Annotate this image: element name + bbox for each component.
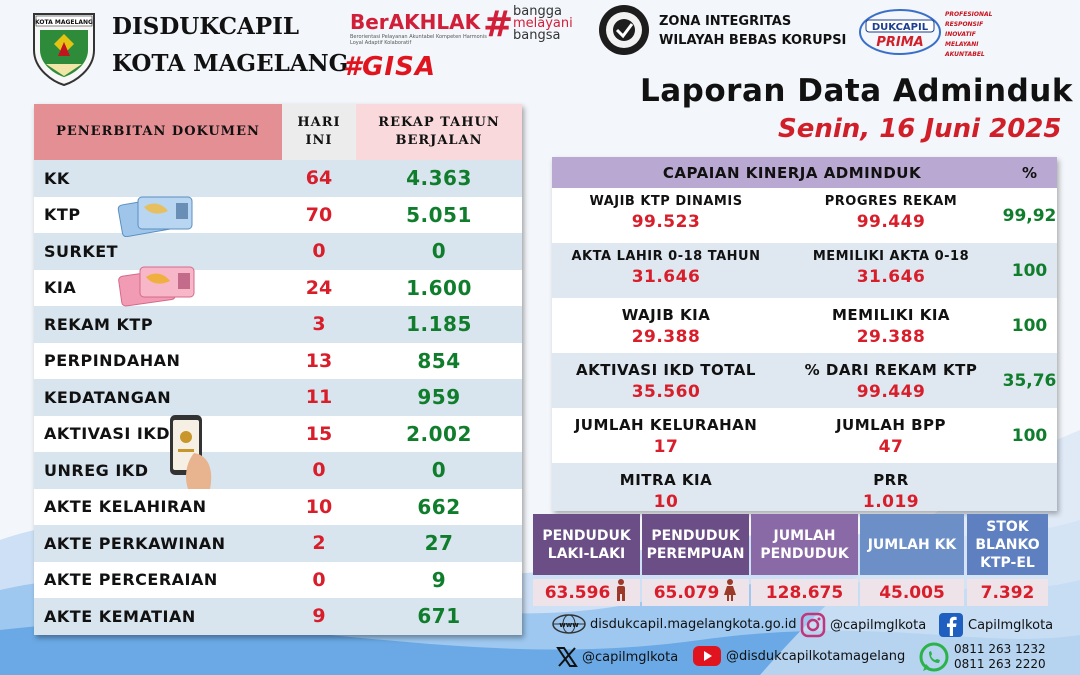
metric-label: JUMLAH KELURAHAN — [574, 416, 758, 434]
metric-value: 31.646 — [856, 267, 926, 287]
metric-percent: 100 — [1011, 260, 1048, 281]
performance-row — [552, 243, 1057, 298]
cell-today: 15 — [282, 416, 356, 453]
cell-today: 10 — [282, 489, 356, 526]
instagram-text: @capilmglkota — [830, 617, 927, 633]
cell-today: 13 — [282, 343, 356, 380]
metric-value: 35.560 — [631, 382, 701, 402]
svg-text:www: www — [559, 621, 579, 629]
metric-label: MITRA KIA — [619, 471, 713, 489]
table-row — [34, 452, 522, 489]
metric-value: 99.449 — [856, 212, 926, 232]
cell-total: 27 — [356, 525, 522, 562]
cell-name: AKTE PERCERAIAN — [34, 562, 282, 599]
population-value — [860, 579, 964, 606]
table-row — [34, 343, 522, 380]
table-row — [34, 379, 522, 416]
facebook-icon — [938, 612, 964, 638]
metric-label: % DARI REKAM KTP — [804, 361, 978, 379]
population-number: 7.392 — [980, 582, 1035, 603]
table-row — [34, 416, 522, 453]
gisa-logo: #GISA — [343, 52, 436, 82]
population-number: 63.596 — [544, 582, 611, 603]
cell-today: 11 — [282, 379, 356, 416]
globe-icon — [552, 614, 586, 634]
table-row — [34, 525, 522, 562]
integrity-zone-emblem-icon — [597, 3, 651, 57]
metric-value: 17 — [653, 437, 679, 457]
performance-title: CAPAIAN KINERJA ADMINDUK — [662, 163, 922, 182]
performance-metric — [780, 353, 1002, 408]
whatsapp-number-2: 0811 263 2220 — [954, 657, 1046, 671]
population-value — [642, 579, 749, 606]
berakhlak-subtitle: Berorientasi Pelayanan Akuntabel Kompeten Harmonis Loyal Adaptif Kolaboratif — [350, 34, 487, 46]
performance-metric — [780, 298, 1002, 353]
metric-label: PROGRES REKAM — [824, 194, 958, 209]
table-row — [34, 197, 522, 234]
report-date: Senin, 16 Juni 2025 — [778, 114, 1062, 144]
performance-metric — [552, 243, 780, 298]
performance-metric — [552, 298, 780, 353]
metric-value: 29.388 — [856, 327, 926, 347]
performance-metric — [780, 243, 1002, 298]
x-twitter-icon — [556, 646, 578, 668]
cell-name: REKAM KTP — [34, 306, 282, 343]
cell-total: 0 — [356, 233, 522, 270]
city-emblem-logo — [30, 6, 98, 86]
metric-label: PRR — [873, 471, 909, 489]
report-title: Laporan Data Adminduk — [640, 73, 1073, 109]
population-summary — [533, 514, 1048, 606]
cell-total: 959 — [356, 379, 522, 416]
performance-metric — [552, 188, 780, 243]
metric-label: MEMILIKI AKTA 0-18 — [812, 249, 970, 264]
metric-label: AKTIVASI IKD TOTAL — [576, 361, 756, 379]
metric-percent — [1002, 463, 1057, 511]
cell-name: KTP — [34, 197, 282, 234]
performance-panel — [552, 157, 1057, 511]
cell-today: 64 — [282, 160, 356, 197]
performance-metric — [552, 408, 780, 463]
facebook-text: Capilmglkota — [968, 617, 1054, 633]
metric-value: 10 — [653, 492, 679, 512]
whatsapp-icon — [918, 642, 950, 674]
column-header-document: PENERBITAN DOKUMEN — [34, 104, 282, 160]
cell-today: 0 — [282, 562, 356, 599]
population-header: JUMLAH KK — [860, 514, 964, 575]
integrity-zone-text: ZONA INTEGRITAS WILAYAH BEBAS KORUPSI — [659, 14, 847, 48]
metric-label: WAJIB KTP DINAMIS — [589, 194, 743, 209]
performance-metric — [780, 188, 1002, 243]
logo-caption: KOTA MAGELANG — [35, 19, 93, 26]
whatsapp-number-1: 0811 263 1232 — [954, 642, 1046, 656]
metric-value: 31.646 — [631, 267, 701, 287]
document-issuance-table — [34, 104, 522, 635]
column-header-year-total: REKAP TAHUN BERJALAN — [356, 104, 522, 160]
performance-row — [552, 353, 1057, 408]
metric-label: WAJIB KIA — [621, 306, 711, 324]
dukcapil-prima-logo — [858, 8, 942, 56]
table-row — [34, 270, 522, 307]
cell-total: 1.185 — [356, 306, 522, 343]
population-value — [751, 579, 858, 606]
cell-today: 3 — [282, 306, 356, 343]
org-title — [112, 8, 348, 82]
metric-value: 47 — [878, 437, 904, 457]
twitter-contact[interactable] — [556, 646, 678, 668]
cell-name: AKTE KELAHIRAN — [34, 489, 282, 526]
performance-row — [552, 463, 1057, 511]
kia-card-icon — [118, 263, 196, 307]
performance-row — [552, 298, 1057, 353]
metric-percent: 35,76 — [1002, 370, 1057, 391]
cell-total: 854 — [356, 343, 522, 380]
population-number: 45.005 — [879, 582, 945, 603]
cell-name: KIA — [34, 270, 282, 307]
column-header-today: HARI INI — [282, 104, 356, 160]
metric-percent: 99,92 — [1002, 205, 1057, 226]
population-value — [533, 579, 640, 606]
cell-name: KK — [34, 160, 282, 197]
population-header: STOK BLANKO KTP-EL — [967, 514, 1048, 575]
performance-header — [552, 157, 1057, 188]
female-person-icon — [723, 579, 737, 606]
cell-today: 0 — [282, 452, 356, 489]
percent-header: % — [1021, 163, 1038, 182]
table-row — [34, 489, 522, 526]
cell-total: 4.363 — [356, 160, 522, 197]
population-value — [967, 579, 1048, 606]
bangga-melayani-bangsa: bangga melayani bangsa — [513, 4, 573, 43]
prima-brand-text: DUKCAPIL — [871, 22, 929, 33]
performance-metric — [552, 353, 780, 408]
berakhlak-text: BerAKHLAK — [350, 10, 481, 34]
table-row — [34, 562, 522, 599]
table-row — [34, 306, 522, 343]
cell-total: 662 — [356, 489, 522, 526]
instagram-icon — [800, 612, 826, 638]
metric-value: 99.449 — [856, 382, 926, 402]
cell-total: 1.600 — [356, 270, 522, 307]
cell-total: 5.051 — [356, 197, 522, 234]
youtube-text: @disdukcapilkotamagelang — [726, 648, 906, 664]
twitter-text: @capilmglkota — [582, 649, 679, 665]
metric-value: 29.388 — [631, 327, 701, 347]
population-number: 128.675 — [765, 582, 844, 603]
whatsapp-contact[interactable] — [918, 642, 1046, 674]
performance-metric — [780, 463, 1002, 511]
berakhlak-logo — [350, 10, 490, 46]
youtube-contact[interactable] — [692, 644, 905, 668]
cell-name: SURKET — [34, 233, 282, 270]
metric-label: MEMILIKI KIA — [831, 306, 951, 324]
metric-percent: 100 — [1011, 425, 1048, 446]
metric-percent: 100 — [1011, 315, 1048, 336]
cell-today: 9 — [282, 598, 356, 635]
youtube-icon — [692, 644, 722, 668]
cell-name: AKTIVASI IKD — [34, 416, 282, 453]
cell-name: AKTE KEMATIAN — [34, 598, 282, 635]
population-header: PENDUDUK LAKI-LAKI — [533, 514, 640, 575]
population-header: JUMLAH PENDUDUK — [751, 514, 858, 575]
metric-label: AKTA LAHIR 0-18 TAHUN — [571, 249, 761, 264]
website-contact[interactable] — [552, 614, 797, 634]
performance-row — [552, 188, 1057, 243]
prima-word: PRIMA — [876, 35, 924, 50]
cell-today: 0 — [282, 233, 356, 270]
org-title-line2: KOTA MAGELANG — [112, 50, 349, 77]
hashtag-icon: # — [483, 4, 514, 45]
cell-name: UNREG IKD — [34, 452, 282, 489]
performance-metric — [780, 408, 1002, 463]
cell-today: 70 — [282, 197, 356, 234]
cell-total: 671 — [356, 598, 522, 635]
instagram-contact[interactable] — [800, 612, 926, 638]
cell-today: 24 — [282, 270, 356, 307]
cell-total: 0 — [356, 452, 522, 489]
male-person-icon — [614, 579, 628, 606]
ktp-card-icon — [116, 193, 196, 237]
metric-value: 1.019 — [862, 492, 920, 512]
cell-name: KEDATANGAN — [34, 379, 282, 416]
prima-taglines: PROFESIONAL RESPONSIF INOVATIF MELAYANI AKUNTABEL — [945, 11, 993, 58]
population-number: 65.079 — [653, 582, 720, 603]
cell-name: AKTE PERKAWINAN — [34, 525, 282, 562]
population-header: PENDUDUK PEREMPUAN — [642, 514, 749, 575]
org-title-line1: DISDUKCAPIL — [112, 13, 300, 40]
performance-metric — [552, 463, 780, 511]
ikd-phone-icon — [164, 413, 216, 491]
metric-label: JUMLAH BPP — [835, 416, 947, 434]
table-row — [34, 598, 522, 635]
cell-today: 2 — [282, 525, 356, 562]
performance-row — [552, 408, 1057, 463]
table-row — [34, 160, 522, 197]
cell-total: 9 — [356, 562, 522, 599]
table-row — [34, 233, 522, 270]
facebook-contact[interactable] — [938, 612, 1053, 638]
cell-name: PERPINDAHAN — [34, 343, 282, 380]
cell-total: 2.002 — [356, 416, 522, 453]
website-text: disdukcapil.magelangkota.go.id — [590, 616, 797, 632]
metric-value: 99.523 — [631, 212, 701, 232]
